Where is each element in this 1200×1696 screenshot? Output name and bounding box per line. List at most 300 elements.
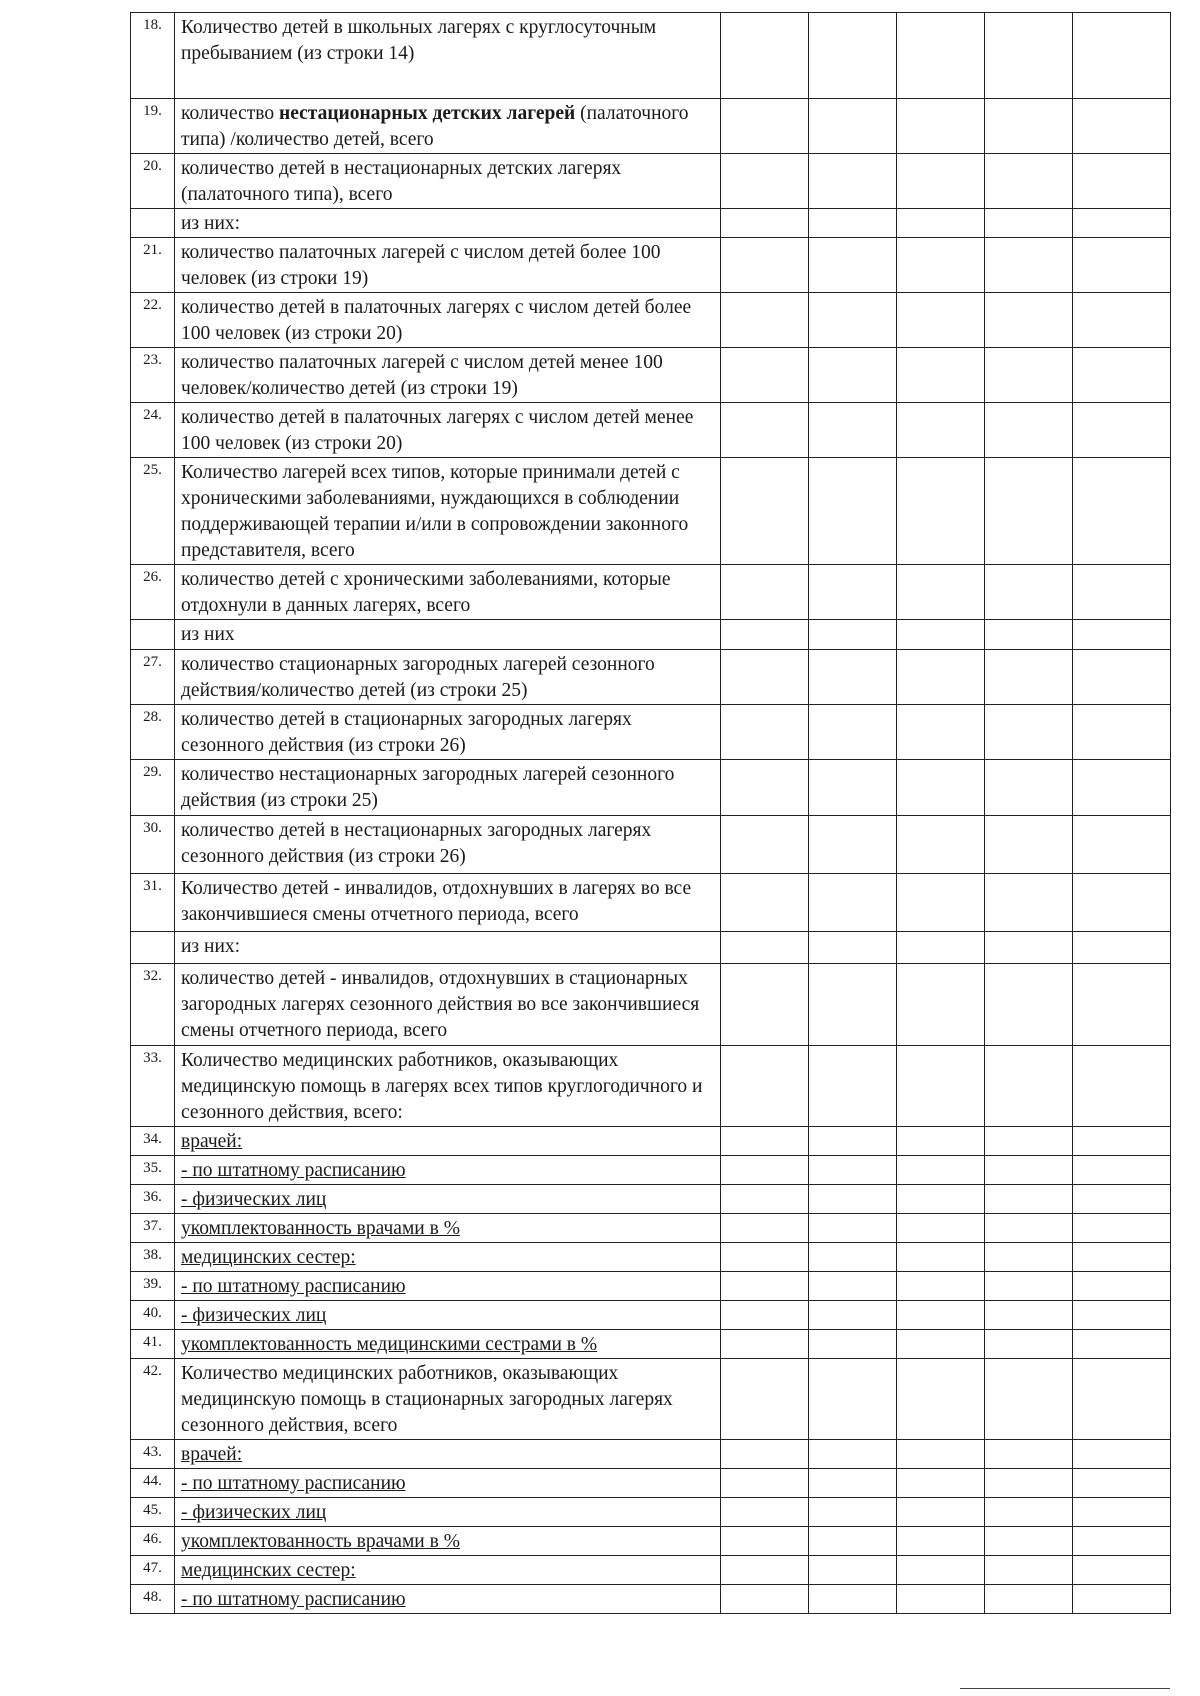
table-row [131, 154, 1171, 209]
value-cell[interactable] [809, 209, 897, 238]
value-cell[interactable] [721, 1330, 809, 1359]
row-description [175, 565, 721, 620]
value-cell[interactable] [809, 705, 897, 760]
row-text: количество стационарных загородных лагерей сезонного действия/количество детей (из строки 25) [181, 654, 655, 701]
value-cell[interactable] [985, 1127, 1073, 1156]
value-cell[interactable] [897, 816, 985, 874]
value-cell[interactable] [897, 1469, 985, 1498]
row-description [175, 1214, 721, 1243]
value-cell[interactable] [809, 1440, 897, 1469]
value-cell[interactable] [1073, 816, 1171, 874]
table-row [131, 1527, 1171, 1556]
table-row [131, 1556, 1171, 1585]
row-text: количество детей в нестационарных загородных лагерях сезонного действия (из строки 26) [181, 820, 652, 867]
value-cell[interactable] [1073, 458, 1171, 565]
row-text: - по штатному расписанию [181, 1473, 406, 1494]
value-cell[interactable] [897, 1440, 985, 1469]
value-cell[interactable] [809, 99, 897, 154]
row-description [175, 238, 721, 293]
value-cell[interactable] [809, 1330, 897, 1359]
value-cell[interactable] [897, 760, 985, 816]
value-cell[interactable] [809, 1301, 897, 1330]
value-cell[interactable] [721, 1046, 809, 1127]
value-cell[interactable] [897, 874, 985, 932]
value-cell[interactable] [721, 760, 809, 816]
value-cell[interactable] [897, 1527, 985, 1556]
row-description [175, 705, 721, 760]
value-cell[interactable] [985, 238, 1073, 293]
table-row [131, 293, 1171, 348]
table-row [131, 1243, 1171, 1272]
value-cell[interactable] [985, 1498, 1073, 1527]
row-text: укомплектованность врачами в % [181, 1218, 460, 1239]
table-row [131, 403, 1171, 458]
value-cell[interactable] [1073, 1272, 1171, 1301]
value-cell[interactable] [897, 348, 985, 403]
row-description [175, 650, 721, 705]
row-text: - физических лиц [181, 1305, 327, 1326]
row-text: Количество лагерей всех типов, которые принимали детей с хроническими заболеваниями, нуждающихся в соблюдении поддерживающей терапии и/или в сопровождении законного представителя, всего [181, 462, 689, 561]
row-text: (палаточного типа) /количество детей, всего [181, 103, 689, 150]
value-cell[interactable] [897, 1330, 985, 1359]
value-cell[interactable] [1073, 13, 1171, 99]
row-number: 21. [131, 238, 175, 293]
row-number: 44. [131, 1469, 175, 1498]
value-cell[interactable] [721, 403, 809, 458]
value-cell[interactable] [1073, 1156, 1171, 1185]
row-number: 23. [131, 348, 175, 403]
value-cell[interactable] [721, 1440, 809, 1469]
value-cell[interactable] [809, 1527, 897, 1556]
value-cell[interactable] [897, 932, 985, 964]
value-cell[interactable] [721, 154, 809, 209]
row-text: количество детей с хроническими заболеваниями, которые отдохнули в данных лагерях, всего [181, 569, 671, 616]
value-cell[interactable] [897, 458, 985, 565]
row-description [175, 1330, 721, 1359]
value-cell[interactable] [985, 964, 1073, 1046]
row-text: количество детей - инвалидов, отдохнувших в стационарных загородных лагерях сезонного действия во все закончившиеся смены отчетного периода, всего [181, 968, 700, 1041]
value-cell[interactable] [809, 348, 897, 403]
value-cell[interactable] [985, 705, 1073, 760]
row-number: 47. [131, 1556, 175, 1585]
value-cell[interactable] [1073, 1046, 1171, 1127]
value-cell[interactable] [985, 1556, 1073, 1585]
row-number: 43. [131, 1440, 175, 1469]
row-number: 29. [131, 760, 175, 816]
table-row [131, 13, 1171, 99]
row-text: количество детей в палаточных лагерях с числом детей менее 100 человек (из строки 20) [181, 407, 694, 454]
row-number [131, 620, 175, 650]
row-number: 27. [131, 650, 175, 705]
value-cell[interactable] [897, 403, 985, 458]
row-number [131, 932, 175, 964]
value-cell[interactable] [721, 1214, 809, 1243]
table-row [131, 1498, 1171, 1527]
value-cell[interactable] [1073, 1301, 1171, 1330]
table-row [131, 565, 1171, 620]
value-cell[interactable] [985, 1301, 1073, 1330]
value-cell[interactable] [897, 1046, 985, 1127]
value-cell[interactable] [721, 293, 809, 348]
value-cell[interactable] [1073, 1330, 1171, 1359]
row-text: - по штатному расписанию [181, 1160, 406, 1181]
value-cell[interactable] [721, 209, 809, 238]
row-number: 19. [131, 99, 175, 154]
value-cell[interactable] [721, 348, 809, 403]
value-cell[interactable] [897, 964, 985, 1046]
row-text: укомплектованность медицинскими сестрами в % [181, 1334, 598, 1355]
table-row [131, 816, 1171, 874]
value-cell[interactable] [897, 705, 985, 760]
value-cell[interactable] [809, 1272, 897, 1301]
table-row [131, 1272, 1171, 1301]
value-cell[interactable] [721, 816, 809, 874]
value-cell[interactable] [985, 209, 1073, 238]
row-text: врачей: [181, 1131, 243, 1152]
value-cell[interactable] [985, 403, 1073, 458]
row-description [175, 1585, 721, 1614]
value-cell[interactable] [1073, 650, 1171, 705]
row-number: 40. [131, 1301, 175, 1330]
value-cell[interactable] [721, 1185, 809, 1214]
row-number: 42. [131, 1359, 175, 1440]
value-cell[interactable] [721, 874, 809, 932]
value-cell[interactable] [809, 816, 897, 874]
value-cell[interactable] [721, 1469, 809, 1498]
value-cell[interactable] [1073, 154, 1171, 209]
value-cell[interactable] [985, 458, 1073, 565]
value-cell[interactable] [897, 209, 985, 238]
value-cell[interactable] [1073, 1527, 1171, 1556]
value-cell[interactable] [985, 1185, 1073, 1214]
value-cell[interactable] [985, 1243, 1073, 1272]
value-cell[interactable] [1073, 348, 1171, 403]
value-cell[interactable] [897, 1301, 985, 1330]
value-cell[interactable] [985, 293, 1073, 348]
row-text: из них: [181, 213, 241, 234]
value-cell[interactable] [985, 874, 1073, 932]
row-number: 22. [131, 293, 175, 348]
row-description [175, 1301, 721, 1330]
value-cell[interactable] [809, 458, 897, 565]
value-cell[interactable] [897, 1359, 985, 1440]
value-cell[interactable] [897, 293, 985, 348]
value-cell[interactable] [897, 1272, 985, 1301]
value-cell[interactable] [809, 154, 897, 209]
value-cell[interactable] [897, 1156, 985, 1185]
table-row [131, 1156, 1171, 1185]
value-cell[interactable] [985, 1359, 1073, 1440]
value-cell[interactable] [809, 1214, 897, 1243]
row-description [175, 1046, 721, 1127]
value-cell[interactable] [809, 1127, 897, 1156]
value-cell[interactable] [721, 1272, 809, 1301]
row-number: 24. [131, 403, 175, 458]
value-cell[interactable] [1073, 620, 1171, 650]
value-cell[interactable] [809, 1469, 897, 1498]
value-cell[interactable] [721, 99, 809, 154]
row-description [175, 816, 721, 874]
row-text: - по штатному расписанию [181, 1589, 406, 1610]
row-text: количество нестационарных загородных лагерей сезонного действия (из строки 25) [181, 764, 675, 811]
value-cell[interactable] [985, 620, 1073, 650]
row-description [175, 874, 721, 932]
value-cell[interactable] [1073, 293, 1171, 348]
value-cell[interactable] [721, 1556, 809, 1585]
row-text: количество детей в палаточных лагерях с числом детей более 100 человек (из строки 20) [181, 297, 692, 344]
value-cell[interactable] [985, 154, 1073, 209]
row-text: нестационарных детских лагерей [278, 103, 576, 124]
value-cell[interactable] [721, 1527, 809, 1556]
row-description [175, 99, 721, 154]
value-cell[interactable] [985, 13, 1073, 99]
value-cell[interactable] [1073, 705, 1171, 760]
value-cell[interactable] [809, 964, 897, 1046]
value-cell[interactable] [985, 1330, 1073, 1359]
value-cell[interactable] [721, 705, 809, 760]
value-cell[interactable] [809, 1359, 897, 1440]
table-row [131, 238, 1171, 293]
value-cell[interactable] [985, 1527, 1073, 1556]
value-cell[interactable] [1073, 1556, 1171, 1585]
value-cell[interactable] [985, 1469, 1073, 1498]
row-description [175, 293, 721, 348]
row-description [175, 1498, 721, 1527]
value-cell[interactable] [809, 1498, 897, 1527]
value-cell[interactable] [1073, 1498, 1171, 1527]
value-cell[interactable] [809, 874, 897, 932]
table-row [131, 760, 1171, 816]
table-row [131, 1330, 1171, 1359]
value-cell[interactable] [985, 760, 1073, 816]
table-row [131, 1046, 1171, 1127]
footer-divider [960, 1688, 1170, 1689]
value-cell[interactable] [985, 816, 1073, 874]
value-cell[interactable] [1073, 1243, 1171, 1272]
row-description [175, 1127, 721, 1156]
value-cell[interactable] [721, 458, 809, 565]
value-cell[interactable] [721, 650, 809, 705]
row-text: из них: [181, 936, 241, 957]
row-description [175, 13, 721, 99]
value-cell[interactable] [985, 1214, 1073, 1243]
value-cell[interactable] [1073, 99, 1171, 154]
row-number: 39. [131, 1272, 175, 1301]
row-number: 30. [131, 816, 175, 874]
row-number: 32. [131, 964, 175, 1046]
value-cell[interactable] [897, 1498, 985, 1527]
value-cell[interactable] [1073, 874, 1171, 932]
value-cell[interactable] [985, 565, 1073, 620]
table-row [131, 99, 1171, 154]
row-text: - физических лиц [181, 1189, 327, 1210]
value-cell[interactable] [721, 1156, 809, 1185]
row-number: 28. [131, 705, 175, 760]
value-cell[interactable] [809, 1185, 897, 1214]
value-cell[interactable] [897, 238, 985, 293]
value-cell[interactable] [897, 1556, 985, 1585]
table-row [131, 874, 1171, 932]
row-description [175, 1359, 721, 1440]
value-cell[interactable] [809, 932, 897, 964]
value-cell[interactable] [985, 932, 1073, 964]
row-number: 38. [131, 1243, 175, 1272]
table-row [131, 1185, 1171, 1214]
value-cell[interactable] [897, 1243, 985, 1272]
value-cell[interactable] [809, 238, 897, 293]
value-cell[interactable] [809, 620, 897, 650]
value-cell[interactable] [897, 620, 985, 650]
table-row [131, 1469, 1171, 1498]
value-cell[interactable] [809, 650, 897, 705]
row-description [175, 1527, 721, 1556]
value-cell[interactable] [1073, 238, 1171, 293]
row-number [131, 209, 175, 238]
row-text: количество [181, 103, 279, 124]
value-cell[interactable] [721, 238, 809, 293]
value-cell[interactable] [809, 1243, 897, 1272]
row-text: медицинских сестер: [181, 1247, 356, 1268]
row-description [175, 458, 721, 565]
row-number: 35. [131, 1156, 175, 1185]
row-description [175, 348, 721, 403]
value-cell[interactable] [809, 1046, 897, 1127]
value-cell[interactable] [897, 99, 985, 154]
report-table [130, 12, 1171, 1614]
row-number: 33. [131, 1046, 175, 1127]
value-cell[interactable] [897, 154, 985, 209]
value-cell[interactable] [721, 565, 809, 620]
value-cell[interactable] [1073, 1440, 1171, 1469]
value-cell[interactable] [721, 1359, 809, 1440]
value-cell[interactable] [809, 1156, 897, 1185]
table-row [131, 650, 1171, 705]
value-cell[interactable] [985, 99, 1073, 154]
value-cell[interactable] [809, 1585, 897, 1614]
value-cell[interactable] [897, 650, 985, 705]
row-number: 46. [131, 1527, 175, 1556]
table-row [131, 932, 1171, 964]
table-row [131, 705, 1171, 760]
table-row [131, 1301, 1171, 1330]
value-cell[interactable] [1073, 209, 1171, 238]
table-row [131, 1214, 1171, 1243]
row-description [175, 932, 721, 964]
value-cell[interactable] [721, 1243, 809, 1272]
value-cell[interactable] [1073, 760, 1171, 816]
row-text: количество детей в нестационарных детских лагерях (палаточного типа), всего [181, 158, 622, 205]
value-cell[interactable] [985, 1272, 1073, 1301]
value-cell[interactable] [809, 293, 897, 348]
value-cell[interactable] [1073, 1469, 1171, 1498]
row-number: 18. [131, 13, 175, 99]
table-row [131, 458, 1171, 565]
row-number: 48. [131, 1585, 175, 1614]
value-cell[interactable] [1073, 1185, 1171, 1214]
row-description [175, 154, 721, 209]
row-text: Количество медицинских работников, оказывающих медицинскую помощь в лагерях всех типов круглогодичного и сезонного действия, всего: [181, 1050, 703, 1123]
table-row [131, 1127, 1171, 1156]
row-description [175, 760, 721, 816]
row-text: Количество детей - инвалидов, отдохнувших в лагерях во все закончившиеся смены отчетного периода, всего [181, 878, 692, 925]
value-cell[interactable] [897, 1127, 985, 1156]
report-table-container [130, 12, 1170, 1614]
value-cell[interactable] [721, 1301, 809, 1330]
row-text: - по штатному расписанию [181, 1276, 406, 1297]
row-text: врачей: [181, 1444, 243, 1465]
table-row [131, 964, 1171, 1046]
value-cell[interactable] [1073, 565, 1171, 620]
value-cell[interactable] [721, 1127, 809, 1156]
value-cell[interactable] [897, 565, 985, 620]
value-cell[interactable] [1073, 1214, 1171, 1243]
value-cell[interactable] [1073, 403, 1171, 458]
table-row [131, 1585, 1171, 1614]
value-cell[interactable] [985, 1046, 1073, 1127]
value-cell[interactable] [985, 650, 1073, 705]
table-row [131, 209, 1171, 238]
value-cell[interactable] [809, 403, 897, 458]
row-description [175, 1469, 721, 1498]
value-cell[interactable] [897, 1214, 985, 1243]
row-text: Количество детей в школьных лагерях с круглосуточным пребыванием (из строки 14) [181, 17, 657, 64]
row-number: 31. [131, 874, 175, 932]
row-text: количество палаточных лагерей с числом детей менее 100 человек/количество детей (из строки 19) [181, 352, 663, 399]
value-cell[interactable] [985, 1440, 1073, 1469]
value-cell[interactable] [1073, 932, 1171, 964]
row-number: 26. [131, 565, 175, 620]
row-text: количество детей в стационарных загородных лагерях сезонного действия (из строки 26) [181, 709, 632, 756]
row-description [175, 209, 721, 238]
value-cell[interactable] [721, 964, 809, 1046]
row-text: укомплектованность врачами в % [181, 1531, 460, 1552]
row-description [175, 403, 721, 458]
value-cell[interactable] [1073, 1585, 1171, 1614]
table-body [131, 13, 1171, 1614]
value-cell[interactable] [809, 565, 897, 620]
value-cell[interactable] [1073, 964, 1171, 1046]
value-cell[interactable] [897, 1185, 985, 1214]
row-text: из них [181, 624, 235, 645]
table-row [131, 1440, 1171, 1469]
row-description [175, 1556, 721, 1585]
value-cell[interactable] [985, 1585, 1073, 1614]
row-number: 36. [131, 1185, 175, 1214]
value-cell[interactable] [721, 1585, 809, 1614]
row-description [175, 620, 721, 650]
value-cell[interactable] [721, 13, 809, 99]
value-cell[interactable] [721, 620, 809, 650]
value-cell[interactable] [721, 1498, 809, 1527]
row-text: - физических лиц [181, 1502, 327, 1523]
value-cell[interactable] [1073, 1359, 1171, 1440]
row-description [175, 1156, 721, 1185]
value-cell[interactable] [985, 1156, 1073, 1185]
row-number: 25. [131, 458, 175, 565]
value-cell[interactable] [721, 932, 809, 964]
value-cell[interactable] [897, 13, 985, 99]
value-cell[interactable] [897, 1585, 985, 1614]
value-cell[interactable] [809, 760, 897, 816]
value-cell[interactable] [809, 1556, 897, 1585]
row-text: медицинских сестер: [181, 1560, 356, 1581]
row-description [175, 964, 721, 1046]
value-cell[interactable] [809, 13, 897, 99]
value-cell[interactable] [1073, 1127, 1171, 1156]
row-number: 37. [131, 1214, 175, 1243]
row-number: 45. [131, 1498, 175, 1527]
value-cell[interactable] [985, 348, 1073, 403]
